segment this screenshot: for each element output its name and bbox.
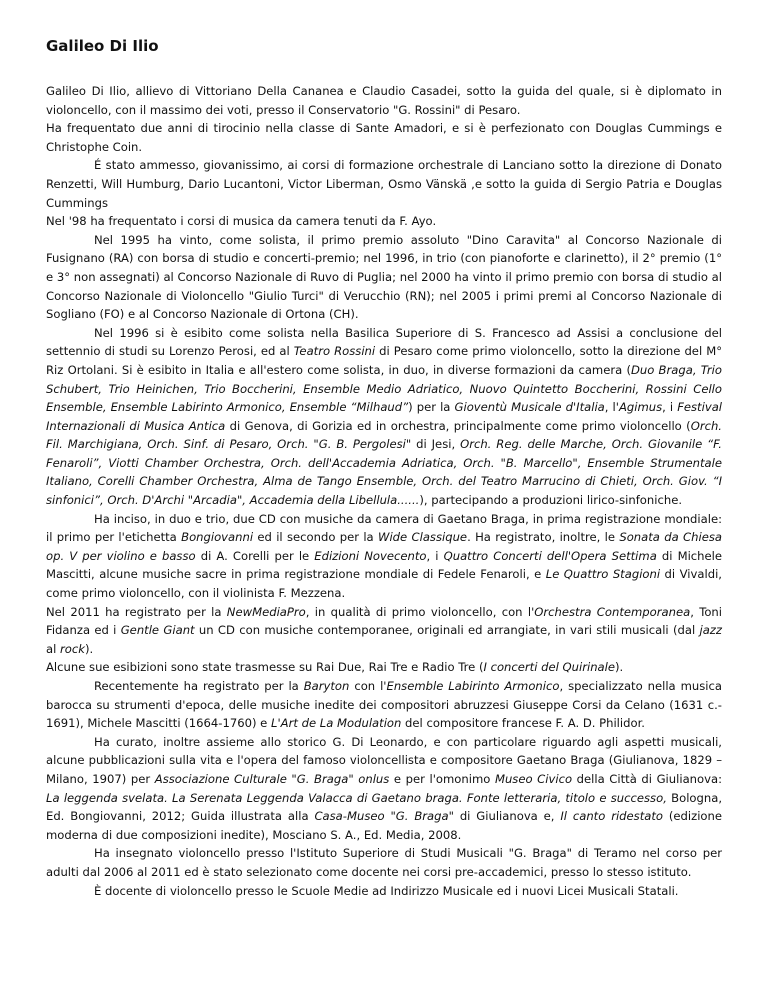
text-run: ed il secondo per la (253, 530, 378, 545)
text-run: , i (426, 548, 444, 563)
text-run: di Pesaro come primo violoncello, sotto la direzione del M° Riz Ortolani. Si è esibito in Italia e all'estero come solista, in duo, in diverse formazioni da camera ( (46, 344, 722, 377)
italic-text-run: NewMediaPro (226, 604, 306, 619)
italic-text-run: Quattro Concerti dell'Opera Settima (443, 548, 657, 563)
italic-text-run: Museo Civico (494, 771, 573, 786)
text-run: di Genova, di Gorizia ed in orchestra, principalmente come primo violoncello ( (225, 418, 691, 433)
text-run: Nel '98 ha frequentato i corsi di musica da camera tenuti da F. Ayo. (46, 214, 437, 229)
text-run: Ha inciso, in duo e trio, due CD con musiche da camera di Gaetano Braga, in prima registrazione mondiale: il primo per l'etichetta (46, 511, 722, 545)
body-paragraph (46, 324, 722, 510)
text-run: al (46, 641, 61, 656)
text-run: ). (615, 660, 624, 675)
italic-text-run: Teatro Rossini (293, 344, 376, 359)
text-run: (edizione moderna di due composizioni inedite), Mosciano S. A., Ed. Media, 2008. (46, 809, 722, 842)
text-run: É stato ammesso, giovanissimo, ai corsi di formazione orchestrale di Lanciano sotto la direzione di Donato Renzetti, Will Humburg, Dario Lucantoni, Victor Liberman, Osmo Vänskä ,e sotto la guida di Sergio Patria e Douglas Cummings (46, 158, 722, 210)
text-run: Bologna, Ed. Bongiovanni, 2012; Guida illustrata alla (46, 790, 723, 824)
italic-text-run: Orchestra Contemporanea (534, 604, 691, 619)
italic-text-run: Ensemble Labirinto Armonico (386, 679, 560, 693)
body-paragraph (46, 119, 722, 156)
text-run: , in qualità di primo violoncello, con l' (305, 604, 535, 619)
text-run: con l' (349, 679, 387, 693)
text-run: di Jesi, (411, 437, 461, 452)
text-run: ), partecipando a produzioni lirico-sinfoniche. (419, 493, 683, 508)
italic-text-run: I concerti del Quirinale (483, 660, 616, 675)
text-run: di Vivaldi, come primo violoncello, con il violinista F. Mezzena. (46, 567, 722, 601)
italic-text-run: Sonata da Chiesa op. V per violino e basso (46, 530, 722, 563)
body-paragraph (46, 212, 722, 231)
text-run: ) per la (408, 400, 455, 415)
body-paragraph (46, 156, 722, 212)
text-run: , specializzato nella musica barocca su strumenti d'epoca, delle musiche inedite dei compositori abruzzesi Giuseppe Corsi da Celano (1631 c.- 1691), Michele Mascitti (1664-1760) e (46, 679, 722, 731)
body-paragraph (46, 510, 722, 603)
italic-text-run: Baryton (303, 679, 350, 693)
italic-text-run: Associazione Culturale "G. Braga" onlus (154, 771, 390, 786)
document-body (46, 82, 722, 900)
text-run: Ha curato, inoltre assieme allo storico G. Di Leonardo, e con particolare riguardo agli aspetti musicali, alcune pubblicazioni sulla vita e l'opera del famoso violoncellista e compositore Gaetano Braga (Giulianova, 1829 – Milano, 1907) per (46, 734, 722, 786)
text-run: . Ha registrato, inoltre, le (467, 530, 620, 545)
italic-text-run: Agimus (618, 400, 663, 415)
text-run: Galileo Di Ilio, allievo di Vittoriano Della Cananea e Claudio Casadei, sotto la guida del quale, si è diplomato in violoncello, con il massimo dei voti, presso il Conservatorio "G. Rossini" di Pesaro. (46, 84, 722, 117)
italic-text-run: Il canto ridestato (560, 809, 663, 824)
italic-text-run: Gentle Giant (120, 623, 195, 638)
body-paragraph (46, 603, 722, 659)
text-run: Recentemente ha registrato per la (94, 679, 304, 693)
italic-text-run: Le Quattro Stagioni (545, 567, 661, 582)
italic-text-run: Wide Classique (378, 530, 468, 545)
body-paragraph (46, 844, 722, 881)
document-title: Galileo Di Ilio (46, 37, 159, 55)
text-run: di Michele Mascitti, alcune musiche sacre in prima registrazione mondiale di Fedele Fenaroli, e (46, 548, 723, 582)
body-paragraph (46, 677, 722, 733)
italic-text-run: Edizioni Novecento (314, 548, 427, 563)
italic-text-run: Casa-Museo "G. Braga" (314, 809, 454, 824)
text-run: , l' (604, 400, 619, 415)
body-paragraph (46, 882, 722, 901)
text-run: È docente di violoncello presso le Scuole Medie ad Indirizzo Musicale ed i nuovi Licei Musicali Statali. (94, 883, 679, 898)
text-run: Ha frequentato due anni di tirocinio nella classe di Sante Amadori, e si è perfezionato con Douglas Cummings e Christophe Coin. (46, 121, 722, 154)
body-paragraph (46, 658, 722, 677)
text-run: Alcune sue esibizioni sono state trasmesse su Rai Due, Rai Tre e Radio Tre ( (46, 660, 484, 675)
text-run: , i (662, 400, 678, 415)
italic-text-run: L'Art de La Modulation (271, 716, 402, 731)
body-paragraph (46, 82, 722, 119)
italic-text-run: Orch. Reg. delle Marche, Orch. Giovanile “F. Fenaroli”, Viotti Chamber Orchestra, Orch. dell'Accademia Adriatica, Orch. "B. Marcello", Ensemble Strumentale Italiano, Corelli Chamber Orchestra, Alma de Tango Ensemble, Orch. del Teatro Marrucino di Chieti, Orch. Giov. “I sinfonici”, Orch. D'Archi "Arcadia", Accademia della Libellula...... (46, 437, 722, 508)
text-run: di A. Corelli per le (195, 548, 315, 563)
text-run: un CD con musiche contemporanee, originali ed arrangiate, in vari stili musicali (dal (194, 623, 700, 638)
italic-text-run: Orch. Fil. Marchigiana, Orch. Sinf. di Pesaro, Orch. "G. B. Pergolesi" (46, 418, 722, 452)
italic-text-run: La leggenda svelata. La Serenata Leggenda Valacca di Gaetano braga. Fonte letteraria, titolo e successo, (46, 790, 667, 805)
italic-text-run: rock (60, 641, 85, 656)
text-run: Nel 2011 ha registrato per la (46, 604, 227, 619)
italic-text-run: Bongiovanni (181, 530, 254, 545)
text-run: Nel 1996 si è esibito come solista nella Basilica Superiore di S. Francesco ad Assisi a conclusione del settennio di studi su Lorenzo Perosi, ed al (46, 325, 722, 359)
text-run: Ha insegnato violoncello presso l'Istituto Superiore di Studi Musicali "G. Braga" di Teramo nel corso per adulti dal 2006 al 2011 ed è stato selezionato come docente nei corsi pre-accademici, presso lo stesso istituto. (46, 846, 722, 879)
text-run: della Città di Giulianova: (572, 771, 722, 786)
body-paragraph (46, 231, 722, 324)
text-run: ). (84, 641, 94, 656)
body-paragraph (46, 733, 722, 845)
text-run: di Giulianova e, (453, 809, 561, 824)
italic-text-run: Festival Internazionali di Musica Antica (46, 400, 723, 433)
text-run: Nel 1995 ha vinto, come solista, il primo premio assoluto "Dino Caravita" al Concorso Nazionale di Fusignano (RA) con borsa di studio e concerti-premio; nel 1996, in trio (con pianoforte e clarinetto), il 2° premio (1° e 3° non assegnati) al Concorso Nazionale di Ruvo di Puglia; nel 2000 ha vinto il primo premio con borsa di studio al Concorso Nazionale di Violoncello "Giulio Turci" di Verucchio (RN); nel 2005 i primi premi al Concorso Nazionale di Sogliano (FO) e al Concorso Nazionale di Ortona (CH). (46, 232, 722, 322)
text-run: e per l'omonimo (389, 771, 495, 786)
text-run: , Toni Fidanza ed i (46, 604, 722, 638)
italic-text-run: Duo Braga, Trio Schubert, Trio Heinichen, Trio Boccherini, Ensemble Medio Adriatico, Nuovo Quintetto Boccherini, Rossini Cello Ensemble, Ensemble Labirinto Armonico, Ensemble “Milhaud” (46, 362, 722, 415)
italic-text-run: Gioventù Musicale d'Italia (454, 400, 605, 415)
italic-text-run: jazz (699, 623, 722, 638)
text-run: del compositore francese F. A. D. Philidor. (401, 716, 645, 731)
